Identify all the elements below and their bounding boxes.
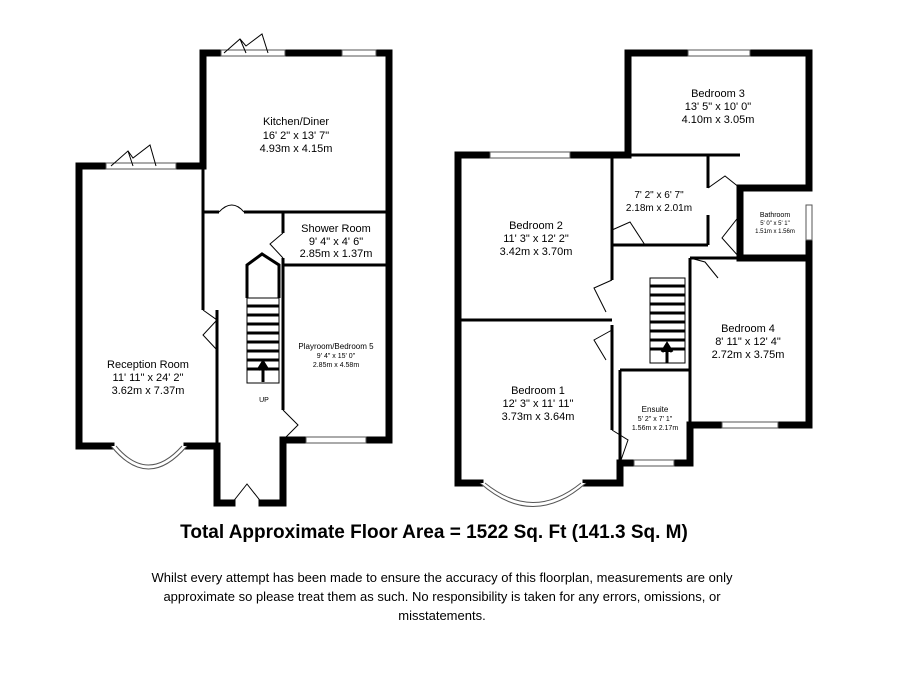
room-name-bedroom4: Bedroom 4 [721, 323, 775, 335]
room-imperial-storage: 7' 2" x 6' 7" [634, 190, 684, 201]
playroom-window [306, 437, 366, 443]
bathroom-window [806, 205, 812, 240]
ground-floor-plan [79, 34, 389, 503]
room-imperial-playroom: 9' 4" x 15' 0" [316, 353, 356, 360]
room-metric-ensuite: 1.56m x 2.17m [631, 425, 679, 432]
room-imperial-bedroom3: 13' 5" x 10' 0" [684, 101, 752, 113]
room-imperial-bedroom1: 12' 3" x 11' 11" [502, 398, 574, 410]
room-imperial-bedroom4: 8' 11" x 12' 4" [715, 336, 781, 348]
room-imperial-bathroom: 5' 0" x 5' 1" [760, 221, 790, 227]
room-metric-bathroom: 1.51m x 1.56m [755, 229, 795, 235]
stairs-up-label: UP [259, 397, 269, 404]
reception-bifold-doors [106, 163, 176, 169]
room-name-bedroom1: Bedroom 1 [511, 385, 565, 397]
room-metric-bedroom4: 2.72m x 3.75m [711, 349, 785, 361]
first-floor-plan [458, 50, 812, 507]
room-name-bedroom2: Bedroom 2 [509, 220, 563, 232]
bedroom3-window [688, 50, 750, 56]
disclaimer-text: Whilst every attempt has been made to ensure the accuracy of this floorplan, measurements are only approximate so please treat them as such. No responsibility is taken for any errors, omissions, or misstatements. [151, 570, 733, 623]
room-metric-kitchen: 4.93m x 4.15m [259, 143, 333, 155]
front-door [232, 484, 262, 503]
room-name-kitchen: Kitchen/Diner [262, 116, 330, 128]
room-name-reception: Reception Room [107, 359, 189, 371]
room-imperial-reception: 11' 11" x 24' 2" [112, 372, 184, 384]
room-name-ensuite: Ensuite [641, 405, 669, 414]
kitchen-window [342, 50, 376, 56]
room-name-shower: Shower Room [301, 223, 371, 235]
room-metric-shower: 2.85m x 1.37m [299, 248, 373, 260]
kitchen-bifold-doors [221, 50, 285, 56]
total-floor-area: Total Approximate Floor Area = 1522 Sq. Ft (141.3 Sq. M) [180, 522, 688, 543]
room-metric-bedroom2: 3.42m x 3.70m [499, 246, 573, 258]
room-imperial-bedroom2: 11' 3" x 12' 2" [503, 233, 569, 245]
room-metric-playroom: 2.85m x 4.58m [312, 362, 360, 369]
room-metric-bedroom3: 4.10m x 3.05m [681, 114, 755, 126]
bedroom2-window [490, 152, 570, 158]
ensuite-window [634, 460, 674, 466]
room-imperial-ensuite: 5' 2" x 7' 1" [637, 416, 673, 423]
room-name-playroom: Playroom/Bedroom 5 [298, 342, 374, 351]
bedroom4-window [722, 422, 778, 428]
room-name-bathroom: Bathroom [759, 212, 791, 219]
room-metric-reception: 3.62m x 7.37m [111, 385, 185, 397]
room-metric-storage: 2.18m x 2.01m [625, 203, 693, 214]
room-imperial-kitchen: 16' 2" x 13' 7" [262, 130, 330, 142]
room-name-bedroom3: Bedroom 3 [691, 88, 745, 100]
room-imperial-shower: 9' 4" x 4' 6" [308, 236, 364, 248]
room-metric-bedroom1: 3.73m x 3.64m [501, 411, 575, 423]
